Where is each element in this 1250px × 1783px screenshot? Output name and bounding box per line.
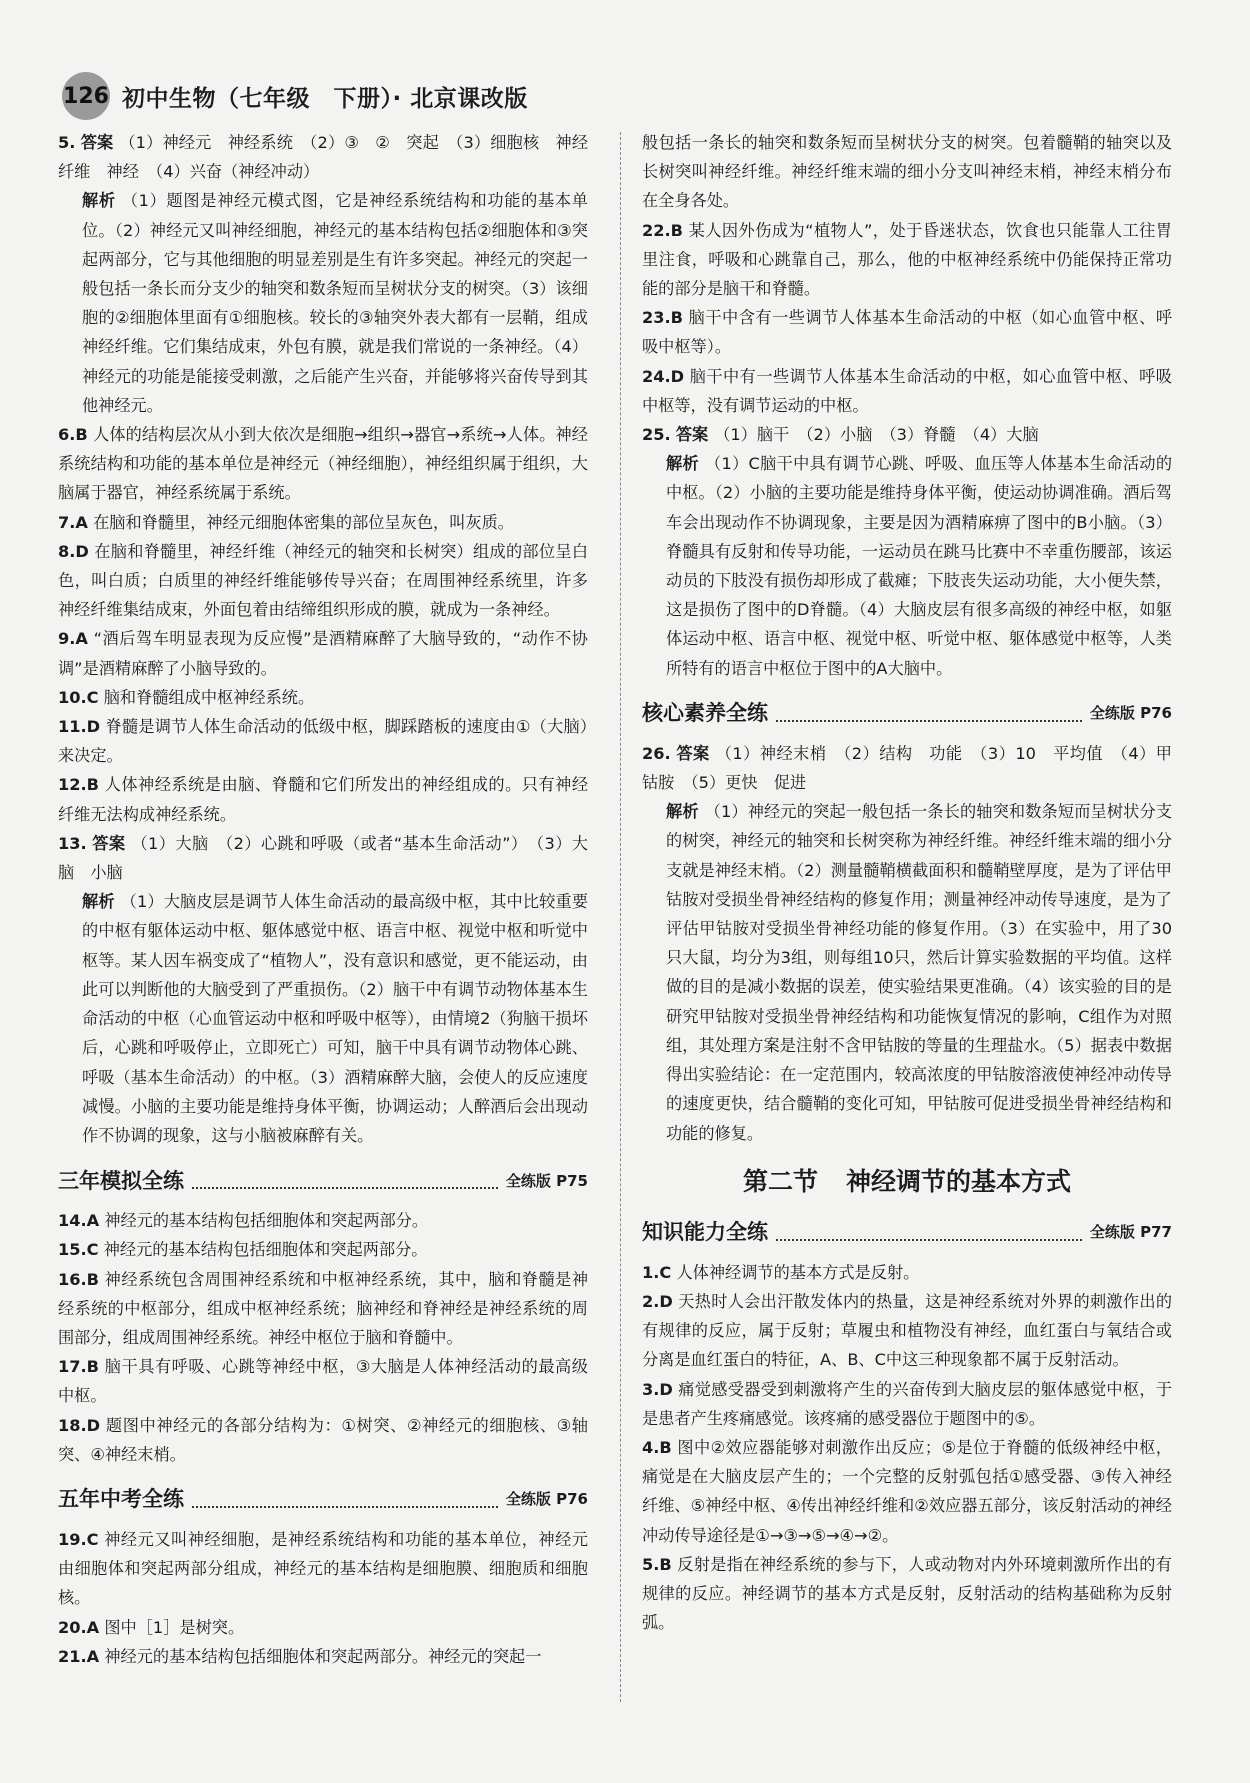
dotted-leader [776, 706, 1082, 722]
item-number: 14.A [58, 1211, 100, 1231]
item-text: 神经元又叫神经细胞，是神经系统结构和功能的基本单位，神经元由细胞体和突起两部分组成，神经元的基本结构是细胞膜、细胞质和细胞核。 [58, 1529, 589, 1608]
item-number: 22.B [642, 220, 684, 240]
item-number: 16.B [58, 1269, 100, 1289]
section-page-ref: 全练版 P75 [505, 1171, 588, 1190]
item-number: 1.C [642, 1262, 672, 1282]
item-text: 神经元的基本结构包括细胞体和突起两部分。 [104, 1211, 429, 1231]
item-number: 6.B [58, 425, 88, 445]
answer-item [642, 1433, 1172, 1550]
answer-item [58, 712, 588, 770]
section-header [642, 1216, 1172, 1250]
item-number: 5.B [642, 1554, 672, 1574]
item-number: 5. [58, 133, 76, 152]
answer-tag: 答案 [80, 133, 114, 152]
left-column [58, 128, 588, 1671]
answer-item [58, 1525, 588, 1613]
item-number: 10.C [58, 687, 99, 707]
dotted-leader [776, 1225, 1082, 1241]
answer-item [58, 508, 588, 537]
section-page-ref: 全练版 P76 [1089, 704, 1172, 723]
item-text: “酒后驾车明显表现为反应慢”是酒精麻醉了大脑导致的，“动作不协调”是酒精麻醉了小脑导致的。 [58, 629, 588, 678]
section-title: 核心素养全练 [642, 701, 768, 726]
answer-item [642, 739, 1172, 797]
answer-item [642, 1375, 1172, 1433]
item-text: 图中②效应器能够对刺激作出反应；⑤是位于脊髓的低级神经中枢，痛觉是在大脑皮层产生的；一个完整的反射弧包括①感受器、③传入神经纤维、⑤神经中枢、④传出神经纤维和②效应器五部分，该反射活动的神经冲动传导途径是①→③→⑤→④→②。 [642, 1437, 1172, 1545]
item-number: 23.B [642, 308, 684, 328]
answer-item [58, 420, 588, 508]
answer-item [642, 420, 1172, 449]
column-divider [620, 132, 621, 1702]
item-number: 8.D [58, 541, 89, 561]
answer-item [58, 683, 588, 712]
item-number: 24.D [642, 366, 685, 386]
section-header [642, 697, 1172, 731]
answer-item [642, 1258, 1172, 1287]
item-text: 天热时人会出汗散发体内的热量，这是神经系统对外界的刺激作出的有规律的反应，属于反射；草履虫和植物没有神经，血红蛋白与氧结合或分离是血红蛋白的特征，A、B、C中这三种现象都不属于反射活动。 [642, 1291, 1173, 1370]
item-number: 19.C [58, 1529, 99, 1549]
item-text: 人体神经系统是由脑、脊髓和它们所发出的神经组成的。只有神经纤维无法构成神经系统。 [58, 775, 589, 824]
answer-item [58, 128, 588, 186]
answer-item [58, 829, 588, 887]
item-number: 12.B [58, 775, 100, 795]
item-text: 脑干具有呼吸、心跳等神经中枢，③大脑是人体神经活动的最高级中枢。 [58, 1357, 588, 1406]
item-text: 某人因外伤成为“植物人”，处于昏迷状态，饮食也只能靠人工往胃里注食，呼吸和心跳靠自己，那么，他的中枢神经系统中仍能保持正常功能的部分是脑干和脊髓。 [642, 220, 1172, 299]
item-number: 11.D [58, 717, 101, 737]
answer-item [58, 1235, 588, 1264]
answer-tag: 答案 [676, 743, 710, 763]
dotted-leader [192, 1492, 498, 1508]
item-text: （1）大脑 （2）心跳和呼吸（或者“基本生命活动”） （3）大脑 小脑 [58, 833, 588, 883]
item-text: （1）神经末梢 （2）结构 功能 （3）10 平均值 （4）甲钴胺 （5）更快 促进 [642, 743, 1172, 793]
answer-item [642, 216, 1172, 304]
item-text: （1）神经元 神经系统 （2）③ ② 突起 （3）细胞核 神经纤维 神经 （4）兴奋（神经冲动） [58, 133, 589, 182]
item-number: 17.B [58, 1357, 100, 1377]
explanation [642, 797, 1172, 1147]
answer-item [642, 303, 1172, 361]
explanation [642, 449, 1172, 683]
item-text: 脑和脊髓组成中枢神经系统。 [103, 687, 315, 707]
item-text: 神经系统包含周围神经系统和中枢神经系统，其中，脑和脊髓是神经系统的中枢部分，组成中枢神经系统；脑神经和脊神经是神经系统的周围部分，组成周围神经系统。神经中枢位于脑和脊髓中。 [58, 1269, 589, 1347]
chapter-title [642, 1162, 1172, 1202]
item-text: 人体神经调节的基本方式是反射。 [676, 1262, 920, 1282]
answer-item [642, 1550, 1172, 1638]
explanation-tag: 解析 [666, 802, 699, 822]
item-text: 人体的结构层次从小到大依次是细胞→组织→器官→系统→人体。神经系统结构和功能的基本单位是神经元（神经细胞），神经组织属于组织，大脑属于器官，神经系统属于系统。 [58, 425, 588, 503]
answer-item [58, 1613, 588, 1642]
explanation-tag: 解析 [666, 454, 699, 474]
page-header [62, 74, 528, 118]
item-number: 21.A [58, 1646, 100, 1666]
explanation [58, 186, 588, 420]
answer-item [642, 1287, 1172, 1375]
item-text: （1）大脑皮层是调节人体生命活动的最高级中枢，其中比较重要的中枢有躯体运动中枢、躯体感觉中枢、语言中枢、视觉中枢和听觉中枢等。某人因车祸变成了“植物人”，没有意识和感觉，更不能运动，由此可以判断他的大脑受到了严重损伤。（2）脑干中有调节动物体基本生命活动的中枢（心血管运动中枢和呼吸中枢等），由情境2（狗脑干损坏后，心跳和呼吸停止，立即死亡）可知，脑干中具有调节动物体心跳、呼吸（基本生命活动）的中枢。（3）酒精麻醉大脑，会使人的反应速度减慢。小脑的主要功能是维持身体平衡，协调运动；人醉酒后会出现动作不协调的现象，这与小脑被麻醉有关。 [82, 892, 589, 1145]
item-number: 9.A [58, 629, 88, 649]
answer-item [58, 1642, 588, 1671]
item-number: 20.A [58, 1617, 100, 1637]
item-number: 2.D [642, 1291, 673, 1311]
answer-item [58, 624, 588, 682]
item-text: 反射是指在神经系统的参与下，人或动物对内外环境刺激所作出的有规律的反应。神经调节的基本方式是反射，反射活动的结构基础称为反射弧。 [642, 1554, 1172, 1633]
item-text: 脑干中有一些调节人体基本生命活动的中枢，如心血管中枢、呼吸中枢等，没有调节运动的中枢。 [642, 366, 1172, 415]
item-number: 4.B [642, 1437, 672, 1457]
item-text: 神经元的基本结构包括细胞体和突起两部分。 [103, 1240, 428, 1260]
answer-item [58, 1206, 588, 1235]
section-title: 三年模拟全练 [58, 1168, 184, 1193]
item-number: 25. [642, 425, 671, 445]
answer-item [642, 362, 1172, 420]
item-number: 7.A [58, 512, 88, 532]
item-number: 18.D [58, 1415, 101, 1435]
answer-tag: 答案 [675, 425, 709, 445]
book-title: 初中生物（七年级 下册）· 北京课改版 [122, 85, 528, 112]
answer-item [58, 1411, 588, 1469]
chapter-name: 神经调节的基本方式 [846, 1166, 1072, 1196]
answer-item [58, 537, 588, 625]
item-text: （1）题图是神经元模式图，它是神经系统结构和功能的基本单位。（2）神经元又叫神经细胞，神经元的基本结构包括②细胞体和③突起两部分，它与其他细胞的明显差别是生有许多突起。神经元的突起一般包括一条长而分支少的轴突和数条短而呈树状分支的树突。（3）该细胞的②细胞体里面有①细胞核。较长的③轴突外表大都有一层鞘，组成神经纤维。它们集结成束，外包有膜，就是我们常说的一条神经。（4）神经元的功能是能接受刺激，之后能产生兴奋，并能够将兴奋传导到其他神经元。 [82, 191, 588, 415]
item-number: 13. [58, 833, 87, 853]
explanation-tag: 解析 [82, 191, 116, 211]
item-text: 脊髓是调节人体生命活动的低级中枢，脚踩踏板的速度由①（大脑）来决定。 [58, 717, 588, 766]
item-text: 在脑和脊髓里，神经纤维（神经元的轴突和长树突）组成的部位呈白色，叫白质；白质里的神经纤维能够传导兴奋；在周围神经系统里，许多神经纤维集结成束，外面包着由结缔组织形成的膜，就成为一条神经。 [58, 541, 589, 620]
item-text: 脑干中含有一些调节人体基本生命活动的中枢（如心血管中枢、呼吸中枢等）。 [642, 308, 1173, 357]
item-text: 在脑和脊髓里，神经元细胞体密集的部位呈灰色，叫灰质。 [93, 512, 514, 532]
section-header [58, 1164, 588, 1198]
section-header [58, 1483, 588, 1517]
answer-item [58, 1352, 588, 1410]
answer-item [58, 770, 588, 828]
item-text: 题图中神经元的各部分结构为：①树突、②神经元的细胞核、③轴突、④神经末梢。 [58, 1415, 588, 1464]
item-text: 般包括一条长的轴突和数条短而呈树状分支的树突。包着髓鞘的轴突以及长树突叫神经纤维。神经纤维末端的细小分支叫神经末梢，神经末梢分布在全身各处。 [642, 133, 1172, 211]
item-text: 神经元的基本结构包括细胞体和突起两部分。神经元的突起一 [104, 1646, 542, 1666]
item-text: （1）C脑干中具有调节心跳、呼吸、血压等人体基本生命活动的中枢。（2）小脑的主要功能是维持身体平衡，使运动协调准确。酒后驾车会出现动作不协调现象，主要是因为酒精麻痹了图中的B小脑。（3）脊髓具有反射和传导功能，一运动员在跳马比赛中不幸重伤腰部，该运动员的下肢没有损伤却形成了截瘫；下肢丧失运动功能，大小便失禁，这是损伤了图中的D脊髓。（4）大脑皮层有很多高级的神经中枢，如躯体运动中枢、语言中枢、视觉中枢、听觉中枢、躯体感觉中枢等，人类所特有的语言中枢位于图中的A大脑中。 [666, 454, 1173, 678]
section-page-ref: 全练版 P77 [1089, 1223, 1172, 1242]
item-number: 3.D [642, 1379, 673, 1399]
section-title: 五年中考全练 [58, 1487, 184, 1512]
page-number: 126 [62, 72, 110, 120]
right-column [642, 128, 1172, 1637]
explanation-tag: 解析 [82, 892, 115, 912]
section-title: 知识能力全练 [642, 1220, 768, 1245]
item-number: 26. [642, 743, 671, 763]
item-text: （1）脑干 （2）小脑 （3）脊髓 （4）大脑 [714, 425, 1039, 445]
answer-tag: 答案 [92, 833, 126, 853]
item-text: （1）神经元的突起一般包括一条长的轴突和数条短而呈树状分支的树突，神经元的轴突和长树突称为神经纤维。神经纤维末端的细小分支就是神经末梢。（2）测量髓鞘横截面积和髓鞘壁厚度，是为了评估甲钴胺对受损坐骨神经结构的修复作用；测量神经冲动传导速度，是为了评估甲钴胺对受损坐骨神经功能的修复作用。（3）在实验中，用了30只大鼠，均分为3组，则每组10只，然后计算实验数据的平均值。这样做的目的是减小数据的误差，使实验结果更准确。（4）该实验的目的是研究甲钴胺对受损坐骨神经结构和功能恢复情况的影响，C组作为对照组，其处理方案是注射不含甲钴胺的等量的生理盐水。（5）据表中数据得出实验结论：在一定范围内，较高浓度的甲钴胺溶液使神经冲动传导的速度更快，结合髓鞘的变化可知，甲钴胺可促进受损坐骨神经结构和功能的修复。 [666, 802, 1173, 1143]
item-number: 15.C [58, 1240, 99, 1260]
item-text: 图中［1］是树突。 [104, 1617, 245, 1637]
item-text: 痛觉感受器受到刺激将产生的兴奋传到大脑皮层的躯体感觉中枢，于是患者产生疼痛感觉。该疼痛的感受器位于题图中的⑤。 [642, 1379, 1173, 1428]
dotted-leader [192, 1173, 498, 1189]
chapter-number: 第二节 [742, 1166, 818, 1196]
explanation [58, 887, 588, 1150]
answer-item [58, 1265, 588, 1353]
answer-item [642, 128, 1172, 216]
section-page-ref: 全练版 P76 [505, 1490, 588, 1509]
